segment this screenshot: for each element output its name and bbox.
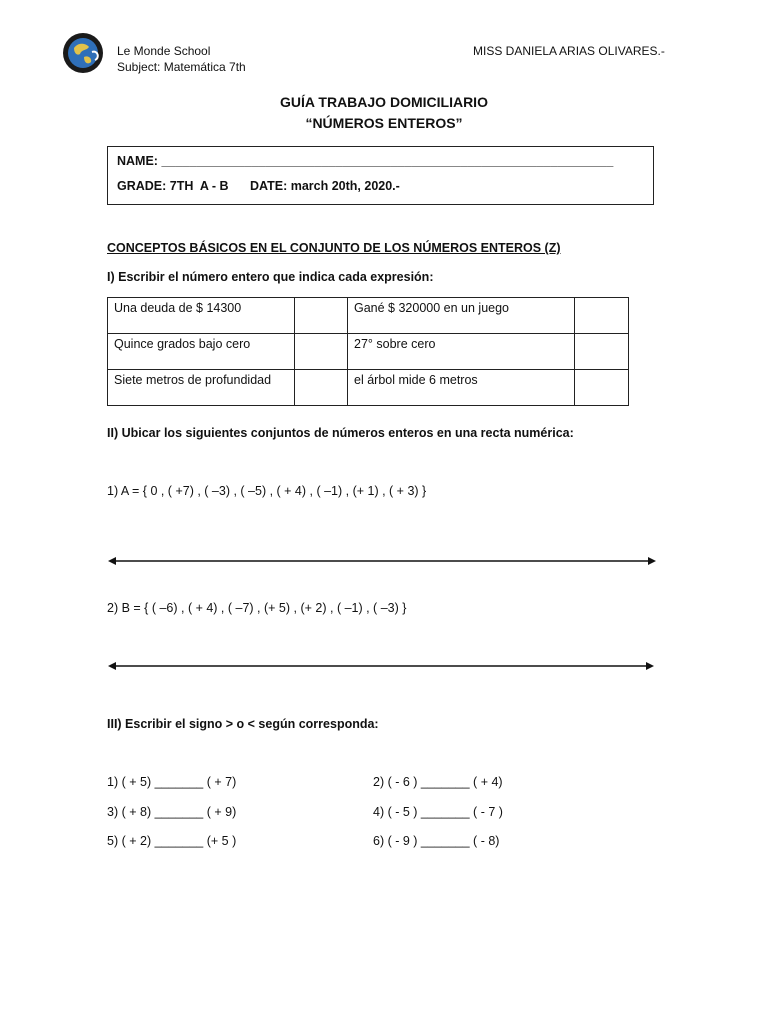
expression-table bbox=[107, 297, 629, 406]
set-b: 2) B = { ( –6) , ( + 4) , ( –7) , (+ 5) , (+ 2) , ( –1) , ( –3) } bbox=[107, 601, 407, 615]
comparison-item[interactable]: 2) ( - 6 ) _______ ( + 4) bbox=[373, 775, 503, 789]
table-row bbox=[108, 334, 629, 370]
teacher-name: MISS DANIELA ARIAS OLIVARES.- bbox=[473, 44, 665, 58]
expression-cell: Una deuda de $ 14300 bbox=[108, 298, 295, 334]
instruction-part-2: II) Ubicar los siguientes conjuntos de números enteros en una recta numérica: bbox=[107, 426, 574, 440]
subject-label: Subject: Matemática 7th bbox=[117, 60, 246, 74]
comparison-item[interactable]: 1) ( + 5) _______ ( + 7) bbox=[107, 775, 237, 789]
answer-cell[interactable] bbox=[575, 370, 629, 406]
student-info-box bbox=[107, 146, 654, 205]
table-row bbox=[108, 298, 629, 334]
grade-label: GRADE: 7TH A - B bbox=[117, 179, 229, 193]
comparison-item[interactable]: 3) ( + 8) _______ ( + 9) bbox=[107, 805, 237, 819]
answer-cell[interactable] bbox=[295, 298, 348, 334]
answer-cell[interactable] bbox=[575, 298, 629, 334]
expression-cell: el árbol mide 6 metros bbox=[348, 370, 575, 406]
name-field[interactable]: NAME: _________________________________________________________________ bbox=[117, 154, 614, 168]
comparison-item[interactable]: 5) ( + 2) _______ (+ 5 ) bbox=[107, 834, 237, 848]
expression-cell: Siete metros de profundidad bbox=[108, 370, 295, 406]
page-title: GUÍA TRABAJO DOMICILIARIO bbox=[280, 94, 488, 110]
expression-cell: Quince grados bajo cero bbox=[108, 334, 295, 370]
answer-cell[interactable] bbox=[295, 334, 348, 370]
comparison-item[interactable]: 6) ( - 9 ) _______ ( - 8) bbox=[373, 834, 500, 848]
answer-cell[interactable] bbox=[575, 334, 629, 370]
comparison-item[interactable]: 4) ( - 5 ) _______ ( - 7 ) bbox=[373, 805, 503, 819]
expression-cell: Gané $ 320000 en un juego bbox=[348, 298, 575, 334]
expression-cell: 27° sobre cero bbox=[348, 334, 575, 370]
instruction-part-1: I) Escribir el número entero que indica cada expresión: bbox=[107, 270, 434, 284]
school-name: Le Monde School bbox=[117, 44, 211, 58]
answer-cell[interactable] bbox=[295, 370, 348, 406]
table-row bbox=[108, 370, 629, 406]
set-a: 1) A = { 0 , ( +7) , ( –3) , ( –5) , ( + 4) , ( –1) , (+ 1) , ( + 3) } bbox=[107, 484, 427, 498]
instruction-part-3: III) Escribir el signo > o < según corresponda: bbox=[107, 717, 379, 731]
date-label: DATE: march 20th, 2020.- bbox=[250, 179, 400, 193]
school-logo-icon bbox=[62, 32, 104, 74]
number-line-a[interactable] bbox=[108, 554, 656, 568]
section-heading: CONCEPTOS BÁSICOS EN EL CONJUNTO DE LOS NÚMEROS ENTEROS (Z) bbox=[107, 241, 561, 255]
number-line-b[interactable] bbox=[108, 659, 654, 673]
page-subtitle: “NÚMEROS ENTEROS” bbox=[305, 115, 463, 131]
